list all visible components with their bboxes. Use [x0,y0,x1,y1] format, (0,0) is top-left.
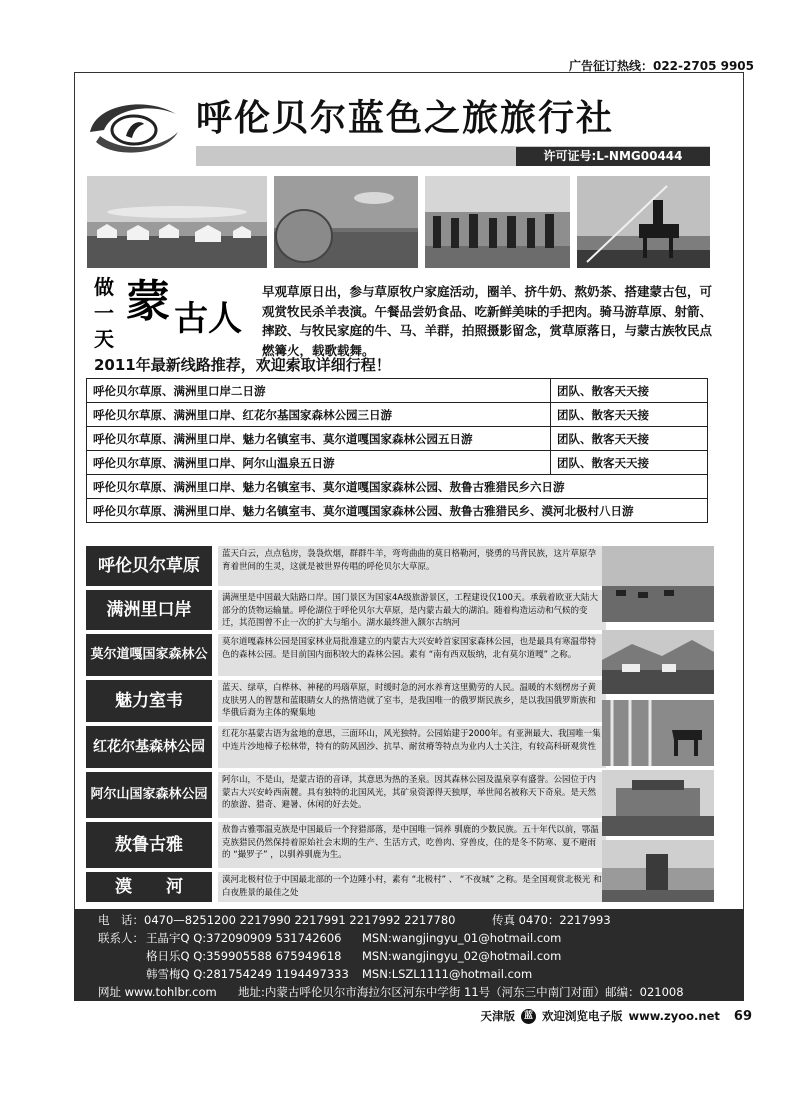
route-row [87,475,708,499]
destination-name: 漠 河 [86,872,212,902]
routes-table [86,378,708,523]
destination-name: 红花尔基森林公园 [86,726,212,768]
grassland-horses-photo [602,546,714,622]
contact-qq: 王晶宇Q Q:372090909 531742606 [146,931,342,945]
company-name: 呼伦贝尔蓝色之旅旅行社 [196,97,615,139]
route-row [87,499,708,523]
svg-text:古人: 古人 [174,299,242,339]
route-row [87,403,708,427]
svg-text:一: 一 [94,301,114,325]
destination-hulunbuir [86,546,606,586]
svg-text:做: 做 [94,275,114,299]
license-number: 许可证号:L-NMG00444 [516,147,710,166]
destination-desc: 红花尔基蒙古语为盆地的意思，三面环山，风光独特。公园始建于2000年。有亚洲最大、我国唯一集中连片沙地樟子松林带，特有的防风固沙、抗旱、耐贫瘠等特点为业内人士关注，有较高科研观赏性 [218,726,606,768]
contact-msn: MSN:wangjingyu_02@hotmail.com [362,949,562,963]
contact-footer [74,909,744,1001]
destination-desc: 莫尔道嘎森林公园是国家林业局批准建立的内蒙古大兴安岭首家国家森林公园，也是最具有寒温带特色的森林公园。是目前国内面积较大的森林公园。素有 “南有西双版纳，北有莫尔道嘎” 之称。 [218,634,606,676]
destination-desc: 阿尔山，不是山，是蒙古语的音译，其意思为热的圣泉。因其森林公园及温泉享有盛誉。公园位于内蒙古大兴安岭西南麓。具有独特的北国风光，其矿泉资源得天独厚，举世闻名被称天下奇泉。是天然的旅游、猎奇、避暑、休闲的好去处。 [218,772,606,818]
address: 地址:内蒙古呼伦贝尔市海拉尔区河东中学街 11号（河东三中南门对面）邮编：021008 [238,985,684,999]
route-name: 呼伦贝尔草原、满洲里口岸、魅力名镇室韦、莫尔道嘎国家森林公园五日游 [87,427,551,451]
destination-aoluguya [86,822,606,868]
route-tag: 团队、散客天天接 [551,451,708,475]
route-name: 呼伦贝尔草原、满洲里口岸、红花尔基国家森林公园三日游 [87,403,551,427]
route-name: 呼伦贝尔草原、满洲里口岸、阿尔山温泉五日游 [87,451,551,475]
route-tag: 团队、散客天天接 [551,403,708,427]
destination-name: 敖鲁古雅 [86,822,212,868]
edition-label: 天津版 [480,1009,516,1023]
website: 网址 www.tohlbr.com [98,985,217,999]
fax-line: 传真 0470：2217993 [492,913,611,927]
destination-name: 魅力室韦 [86,680,212,722]
yurt-camp-photo [87,176,267,268]
destination-name: 呼伦贝尔草原 [86,546,212,586]
page-number: 69 [733,1008,752,1024]
contact-qq: 韩雪梅Q Q:281754249 1194497333 [146,967,349,981]
edition-circle-icon: 蓝 [521,1009,536,1024]
arxan-station-photo [602,770,714,836]
destination-desc: 蓝天白云，点点毡房，袅袅炊烟，群群牛羊，弯弯曲曲的莫日格勒河，骁勇的马背民族，这片草原孕育着世间的生灵，这就是被世界传唱的呼伦贝尔大草原。 [218,546,606,586]
contact-msn: MSN:wangjingyu_01@hotmail.com [362,931,562,945]
dancers-photo [425,176,570,268]
intro-paragraph: 早观草原日出，参与草原牧户家庭活动，圈羊、挤牛奶、熬奶茶、搭建蒙古包，可观赏牧民杀羊表演。午餐品尝奶食品、吃新鲜美味的手把肉。骑马游草原、射箭、摔跤、与牧民家庭的牛、马、羊群，拍照摄影留念，赏草原落日，与蒙古族牧民点燃篝火，载歌载舞。 [262,284,713,358]
arctic-village-monument-photo [602,840,714,902]
slogan-calligraphy [90,272,250,352]
destination-honghuaerji [86,726,606,768]
destination-desc: 满洲里是中国最大陆路口岸。国门景区为国家4A级旅游景区，工程建设仅100天。承载着欧亚大陆大部分的货物运输量。呼伦湖位于呼伦贝尔大草原，是内蒙古最大的湖泊。随着构造运动和气候的变迁，其范围曾不止一次的扩大与缩小。湖水最终泄入额尔古纳河 [218,590,606,630]
route-tag: 团队、散客天天接 [551,379,708,403]
destination-mohe [86,872,606,902]
destination-desc: 敖鲁古雅鄂温克族是中国最后一个狩猎部落，是中国唯一饲养 驯鹿的少数民族。五十年代以前，鄂温克族猎民仍然保持着原始社会末期的生产、生活方式，吃兽肉、穿兽皮，住的是冬不防寒、夏不避雨的 “撮罗子” ，以驯养驯鹿为生。 [218,822,606,868]
page-footer [481,1008,752,1024]
phone-line: 电 话：0470—8251200 2217990 2217991 2217992 2217780 [98,913,456,927]
route-row [87,379,708,403]
birch-forest-reindeer-photo [602,700,714,766]
site-url: www.zyoo.net [628,1009,720,1023]
route-tag: 团队、散客天天接 [551,427,708,451]
destination-name: 阿尔山国家森林公园 [86,772,212,818]
svg-text:蒙: 蒙 [126,276,170,327]
route-row [87,427,708,451]
destination-desc: 漠河北极村位于中国最北部的一个边陲小村，素有 “北极村” 、 “不夜城” 之称。是全国观赏北极光 和白夜胜景的最佳之处 [218,872,606,902]
destination-manzhouli [86,590,606,630]
contact-label: 联系人： [98,931,144,945]
ad-hotline: 广告征订热线：022-2705 9905 [568,59,754,73]
destination-name: 满洲里口岸 [86,590,212,630]
destination-moerdaoga [86,634,606,676]
destination-shiwei [86,680,606,722]
destination-name: 莫尔道嘎国家森林公 [86,634,212,676]
edition-text: 欢迎浏览电子版 [542,1009,623,1023]
destination-desc: 蓝天、绿草，白桦林、神秘的玛瑙草原，时缓时急的河水养育这里勤劳的人民。温暖的木刻楞房子黄皮肤男人的智慧和蓝眼睛女人的热情造就了室韦，是我国唯一的俄罗斯民族乡，是以我国俄罗斯族和华俄后裔为主体的聚集地 [218,680,606,722]
routes-heading: 2011年最新线路推荐，欢迎索取详细行程！ [94,356,391,374]
svg-text:天: 天 [94,327,114,351]
haystack-photo [274,176,418,268]
route-name: 呼伦贝尔草原、满洲里口岸、魅力名镇室韦、莫尔道嘎国家森林公园、敖鲁古雅猎民乡六日游 [87,475,708,499]
company-logo [86,96,182,162]
contact-msn: MSN:LSZL1111@hotmail.com [362,967,533,981]
route-name: 呼伦贝尔草原、满洲里口岸二日游 [87,379,551,403]
horseman-photo [577,176,710,268]
route-name: 呼伦贝尔草原、满洲里口岸、魅力名镇室韦、莫尔道嘎国家森林公园、敖鲁古雅猎民乡、漠河北极村八日游 [87,499,708,523]
route-row [87,451,708,475]
contact-qq: 格日乐Q Q:359905588 675949618 [146,949,342,963]
destination-aershan [86,772,606,818]
forest-village-photo [602,630,714,694]
